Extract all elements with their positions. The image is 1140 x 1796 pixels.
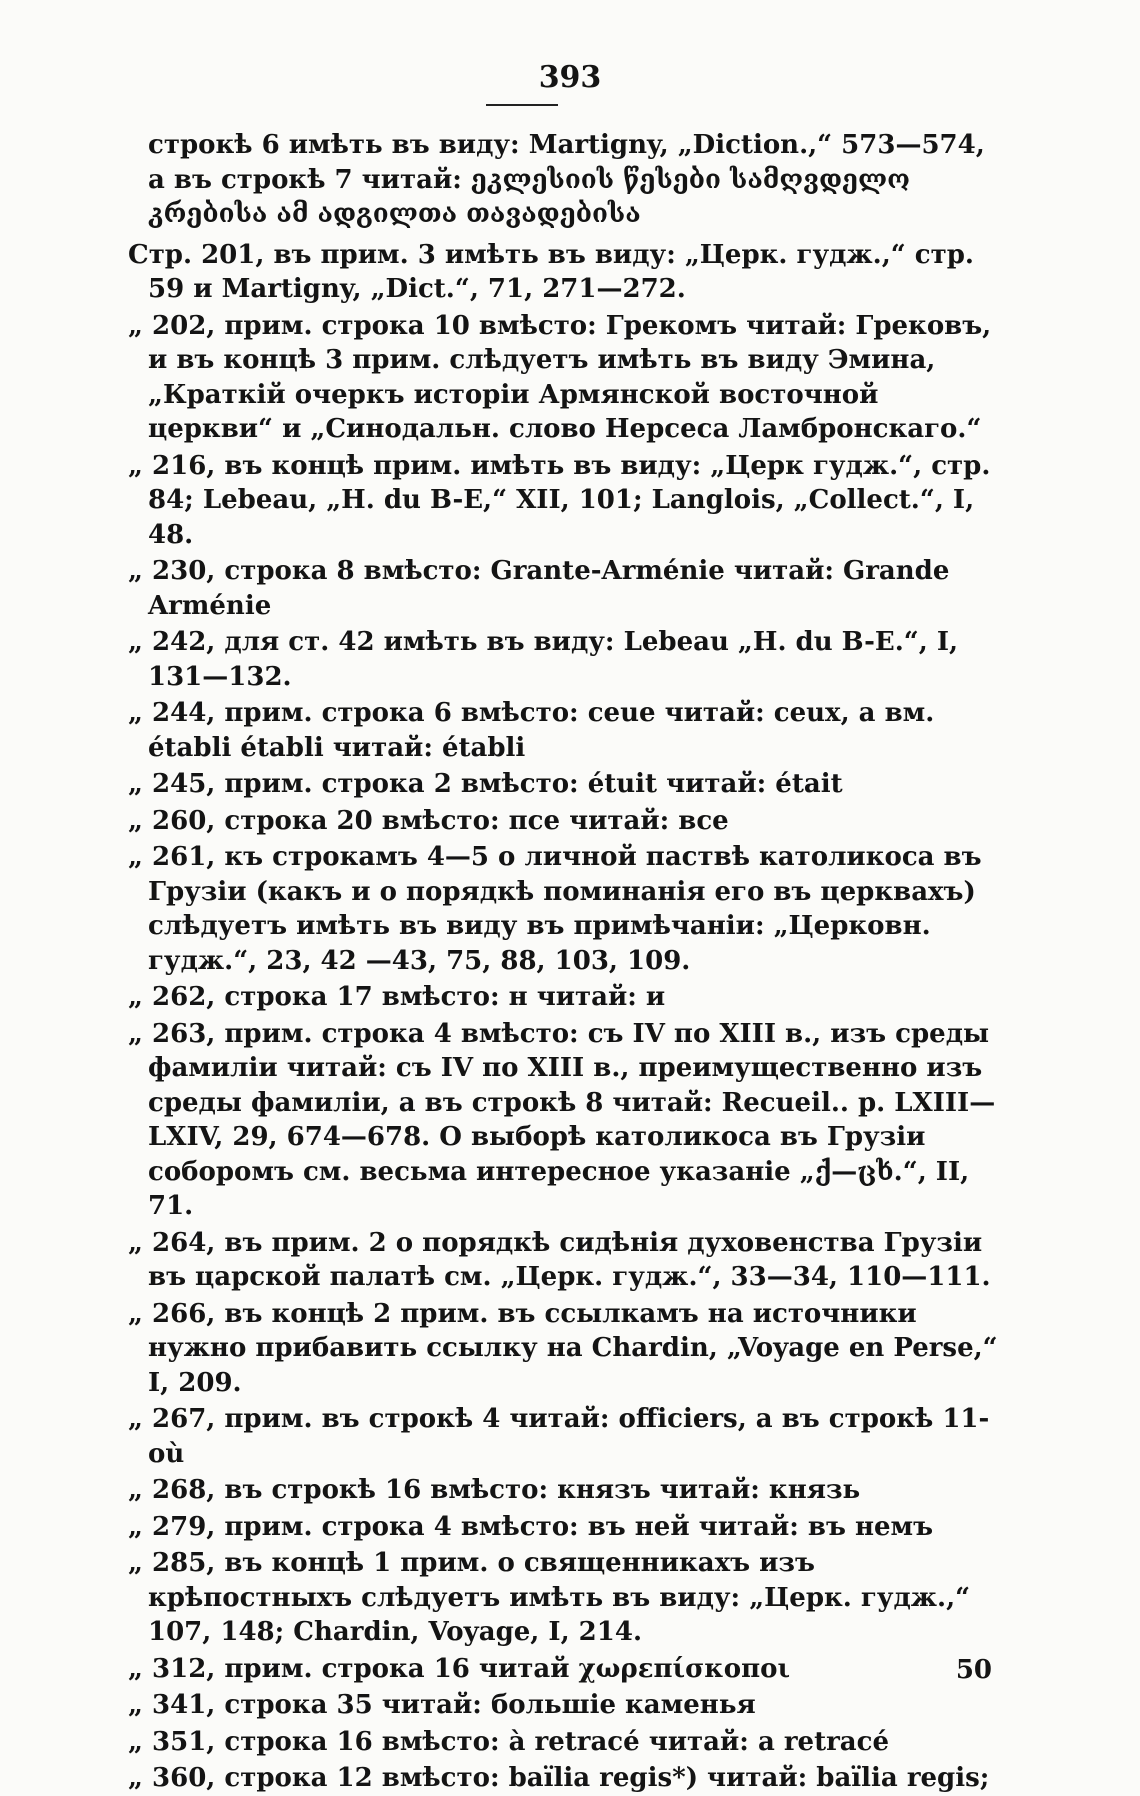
errata-entry: „ 242, для ст. 42 имѣть въ виду: Lebeau „H. du B-E.“, I, 131—132. <box>128 627 959 692</box>
errata-list <box>128 128 1000 1796</box>
signature-mark: 50 <box>955 1655 992 1685</box>
errata-entry: „ 360, строка 12 вмѣсто: baïlia regis*) читай: baïlia regis; <box>128 1763 990 1793</box>
errata-entry: „ 245, прим. строка 2 вмѣсто: étuit читай: était <box>128 769 843 799</box>
errata-entry: „ 262, строка 17 вмѣсто: н читай: и <box>128 982 666 1012</box>
errata-entry: „ 261, къ строкамъ 4—5 о личной паствѣ католикоса въ Грузіи (какъ и о порядкѣ поминанія его въ церквахъ) слѣдуетъ имѣть въ виду въ примѣчаніи: „Церковн. гудж.“, 23, 42 —43, 75, 88, 103, 109. <box>128 842 982 976</box>
errata-entry: „ 279, прим. строка 4 вмѣсто: въ ней читай: въ немъ <box>128 1511 934 1542</box>
errata-entry: „ 244, прим. строка 6 вмѣсто: ceue читай: ceux, а вм. établi établi читай: établi <box>128 698 935 763</box>
errata-entry: „ 341, строка 35 читай: большіе каменья <box>128 1690 756 1720</box>
errata-entry: „ 312, прим. строка 16 читай χωρεπίσκοποι <box>128 1653 791 1684</box>
errata-entry: „ 268, въ строкѣ 16 вмѣсто: князъ читай: князь <box>128 1475 861 1505</box>
errata-entry: „ 263, прим. строка 4 вмѣсто: съ IV по XIII в., изъ среды фамиліи читай: съ IV по XIII в., преимущественно изъ среды фамиліи, а въ строкѣ 8 читай: Recueil.. p. LXIII—LXIV, 29, 674—678. О выборѣ католикоса въ Грузіи соборомъ см. весьма интересное указаніе „ქ—ცხ.“, II, 71. <box>128 1018 996 1221</box>
errata-entry: „ 264, въ прим. 2 о порядкѣ сидѣнія духовенства Грузіи въ царской палатѣ см. „Церк. гудж.“, 33—34, 110—111. <box>128 1227 991 1292</box>
errata-entry: „ 216, въ концѣ прим. имѣть въ виду: „Церк гудж.“, стр. 84; Lebeau, „H. du B-E,“ XII, 101; Langlois, „Collect.“, I, 48. <box>128 450 991 550</box>
errata-entry: „ 260, строка 20 вмѣсто: псе читай: все <box>128 805 729 836</box>
errata-entry: строкѣ 6 имѣть въ виду: Martigny, „Diction.,“ 573—574, а въ строкѣ 7 читай: ეკლესიის წესები სამღვდელო კრებისა ამ ადგილთა თავადებისა <box>148 130 985 229</box>
errata-entry: „ 351, строка 16 вмѣсто: à retracé читай: a retracé <box>128 1726 890 1757</box>
errata-entry: „ 267, прим. въ строкѣ 4 читай: officiers, а въ строкѣ 11- où <box>128 1404 990 1469</box>
errata-entry: „ 202, прим. строка 10 вмѣсто: Грекомъ читай: Грековъ, и въ концѣ 3 прим. слѣдуетъ имѣть въ виду Эмина, „Краткій очеркъ исторіи Армянской восточной церкви“ и „Синодальн. слово Нерсеса Ламбронскаго.“ <box>128 310 992 444</box>
errata-entry: „ 230, строка 8 вмѣсто: Grante-Arménie читай: Grande Arménie <box>128 556 950 621</box>
page-number: 393 <box>538 60 602 95</box>
errata-entry: „ 285, въ концѣ 1 прим. о священникахъ изъ крѣпостныхъ слѣдуетъ имѣть въ виду: „Церк. гудж.,“ 107, 148; Chardin, Voyage, I, 214. <box>128 1548 971 1647</box>
page-number-rule <box>486 104 558 106</box>
errata-entry: „ 266, въ концѣ 2 прим. въ ссылкамъ на источники нужно прибавить ссылку на Chardin, „Voyage en Perse,“ I, 209. <box>128 1298 998 1398</box>
errata-entry: Стр. 201, въ прим. 3 имѣть въ виду: „Церк. гудж.,“ стр. 59 и Martigny, „Dict.“, 71, 271—272. <box>128 239 974 304</box>
